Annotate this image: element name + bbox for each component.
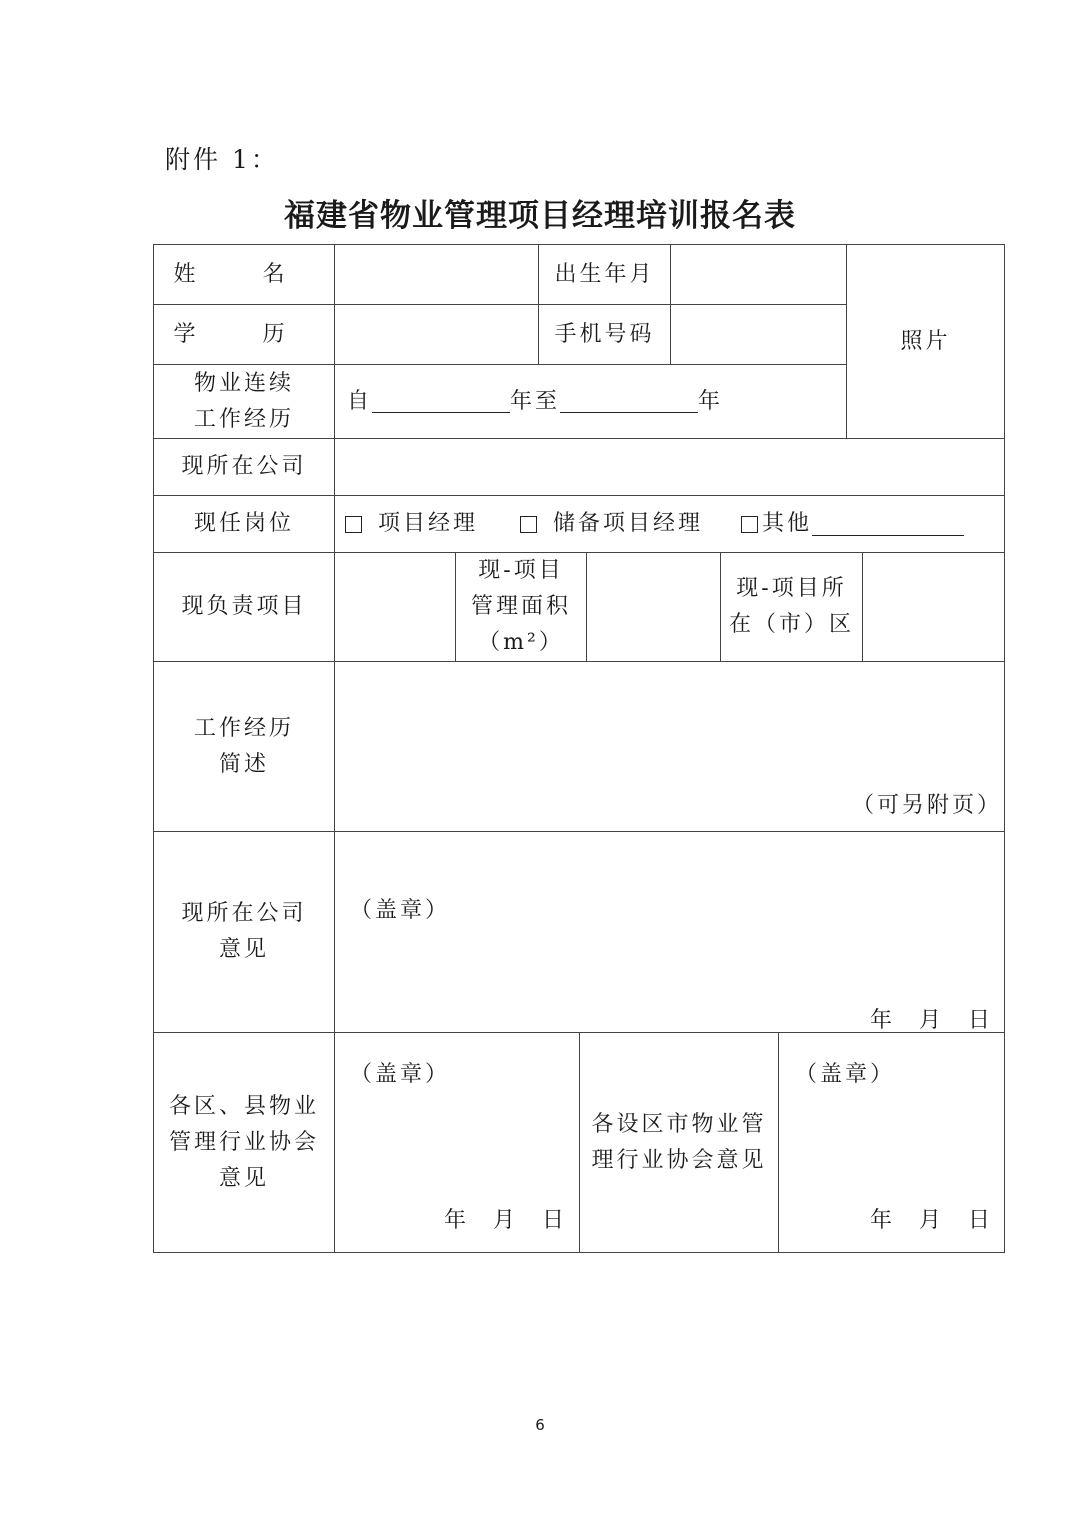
checkbox-other[interactable] xyxy=(741,516,758,533)
experience-field[interactable] xyxy=(347,365,846,438)
date-day: 日 xyxy=(968,1208,994,1233)
date-day: 日 xyxy=(542,1208,568,1233)
area-field[interactable] xyxy=(587,553,720,661)
city-field[interactable] xyxy=(863,553,1004,661)
district-label-line-1: 各区、县物业 xyxy=(168,1093,319,1119)
city-assoc-label-line-2: 理行业协会意见 xyxy=(591,1147,767,1173)
district-seal: （盖章） xyxy=(350,1062,451,1087)
phone-field[interactable] xyxy=(671,305,846,364)
date-year: 年 xyxy=(444,1208,470,1233)
position-options xyxy=(345,496,1004,552)
other-blank[interactable] xyxy=(812,513,964,536)
option-other: 其他 xyxy=(762,511,813,536)
project-label: 现负责项目 xyxy=(181,594,307,619)
district-label-line-2: 管理行业协会 xyxy=(168,1129,319,1155)
option-project-manager: 项目经理 xyxy=(378,511,479,536)
position-label: 现任岗位 xyxy=(193,511,294,536)
exp-end-blank[interactable] xyxy=(560,390,698,413)
summary-label-line-1: 工作经历 xyxy=(193,715,294,741)
name-label: 姓 名 xyxy=(173,261,315,287)
area-label-line-3: （m²） xyxy=(478,630,564,655)
company-field[interactable] xyxy=(335,439,1004,495)
company-date xyxy=(870,1003,993,1034)
form-title: 福建省物业管理项目经理培训报名表 xyxy=(284,198,796,234)
date-day: 日 xyxy=(968,1008,994,1033)
birth-field[interactable] xyxy=(671,245,846,304)
area-label-line-1: 现-项目 xyxy=(478,558,564,583)
education-field[interactable] xyxy=(335,305,538,364)
name-field[interactable] xyxy=(335,245,538,304)
option-reserve-manager: 储备项目经理 xyxy=(553,511,704,536)
company-label: 现所在公司 xyxy=(181,454,307,479)
attachment-label: 附件 1： xyxy=(165,145,279,174)
exp-year-to-label: 年至 xyxy=(510,388,561,414)
date-year: 年 xyxy=(870,1008,896,1033)
city-assoc-date xyxy=(870,1203,993,1234)
date-month: 月 xyxy=(493,1208,519,1233)
education-label: 学 历 xyxy=(173,321,315,347)
city-label-line-2: 在（市）区 xyxy=(728,612,854,637)
exp-from-label: 自 xyxy=(347,388,373,414)
experience-label-line-2: 工作经历 xyxy=(193,406,294,432)
exp-start-blank[interactable] xyxy=(372,390,510,413)
area-label-line-2: 管理面积 xyxy=(470,594,571,619)
photo-label: 照片 xyxy=(900,328,951,354)
date-month: 月 xyxy=(919,1208,945,1233)
checkbox-reserve-manager[interactable] xyxy=(520,516,537,533)
district-label-line-3: 意见 xyxy=(218,1165,269,1191)
city-assoc-seal: （盖章） xyxy=(795,1062,896,1087)
company-opinion-field[interactable] xyxy=(335,832,1004,1032)
company-opinion-line-1: 现所在公司 xyxy=(181,901,307,926)
summary-label-line-2: 简述 xyxy=(218,751,269,777)
project-field[interactable] xyxy=(335,553,455,661)
date-year: 年 xyxy=(870,1208,896,1233)
company-seal: （盖章） xyxy=(350,898,451,923)
summary-note: （可另附页） xyxy=(852,793,1003,818)
birth-label: 出生年月 xyxy=(554,261,655,287)
company-opinion-line-2: 意见 xyxy=(218,937,269,962)
city-label-line-1: 现-项目所 xyxy=(736,576,847,601)
city-assoc-label-line-1: 各设区市物业管 xyxy=(591,1111,767,1137)
date-month: 月 xyxy=(919,1008,945,1033)
experience-label-line-1: 物业连续 xyxy=(193,370,294,396)
checkbox-project-manager[interactable] xyxy=(345,516,362,533)
phone-label: 手机号码 xyxy=(554,321,655,347)
exp-year-end-label: 年 xyxy=(698,388,724,414)
district-date xyxy=(444,1203,567,1234)
page-number: 6 xyxy=(535,1416,545,1434)
